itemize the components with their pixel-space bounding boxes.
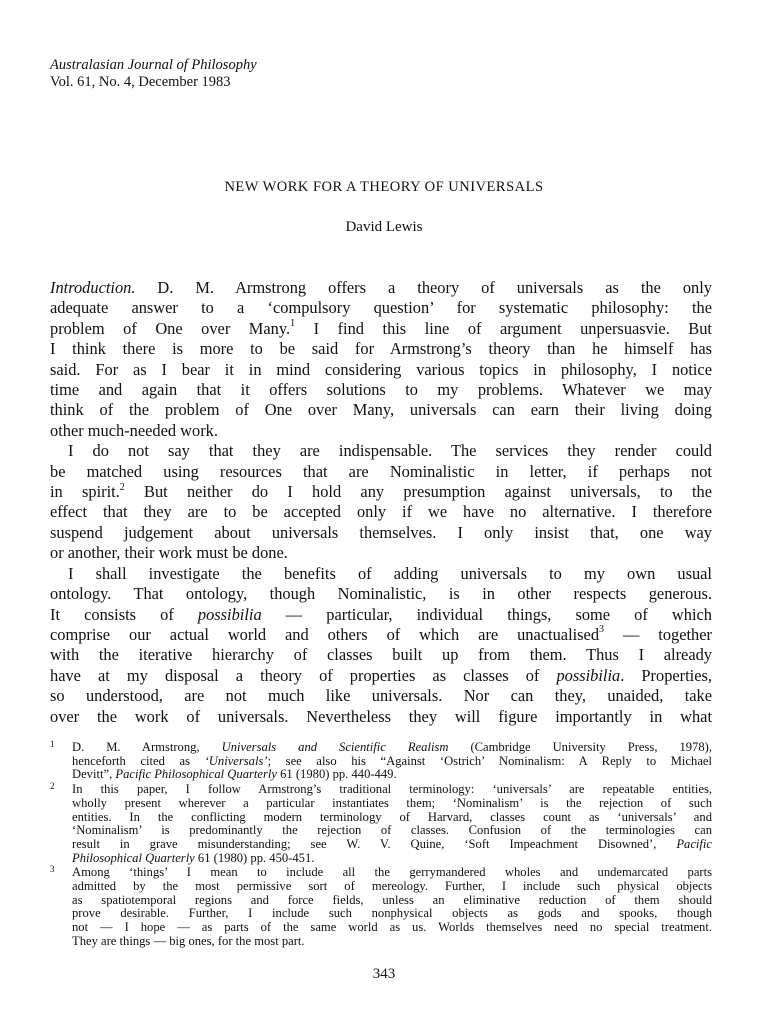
footnote-ref-1[interactable]: 1: [290, 318, 296, 330]
volume-line: Vol. 61, No. 4, December 1983: [50, 74, 231, 90]
article-body: [50, 278, 712, 727]
body-line: have at my disposal a theory of properties as classes of possibilia. Properties,: [50, 665, 712, 685]
footnote-line: admitted by the most permissive sort of mereology. Further, I include such physical objects: [72, 879, 712, 894]
body-line: Introduction. D. M. Armstrong offers a theory of universals as the only: [50, 278, 712, 297]
body-line: effect that they are to be accepted only if we have no alternative. I therefore: [50, 502, 712, 522]
footnote-ref-2[interactable]: 2: [119, 481, 125, 493]
footnote-line: Devitt”, Pacific Philosophical Quarterly 61 (1980) pp. 440-449.: [72, 767, 397, 782]
journal-name: Australasian Journal of Philosophy: [50, 57, 257, 73]
article-author: David Lewis: [345, 219, 423, 235]
body-line: ontology. That ontology, though Nominalistic, is in other respects generous.: [50, 584, 712, 604]
body-line: think of the problem of One over Many, universals can earn their living doing: [50, 400, 712, 420]
body-line: other much-needed work.: [50, 420, 218, 440]
footnote-line: entities. In the conflicting modern terminology of Harvard, classes count as ‘universals’ and: [72, 809, 712, 824]
footnote-line: D. M. Armstrong, Universals and Scientific Realism (Cambridge University Press, 1978),: [72, 740, 712, 754]
footnote-line: ‘Nominalism’ is predominantly the rejection of classes. Confusion of the terminologies can: [72, 823, 712, 838]
body-line: suspend judgement about universals themselves. I only insist that, one way: [50, 522, 712, 542]
footnote-line: henceforth cited as ‘Universals’; see also his “Against ‘Ostrich’ Nominalism: A Reply to Michael: [72, 753, 713, 768]
section-label: Introduction.: [50, 278, 136, 297]
footnote-line: as spatiotemporal regions and force fields, unless an eliminative reduction of them should: [72, 892, 712, 907]
body-line: so understood, are not much like universals. Nor can they, unaided, take: [50, 686, 712, 706]
footnotes: [50, 741, 712, 950]
body-line: time and again that it offers solutions to my problems. Whatever we may: [50, 380, 712, 400]
body-line: with the iterative hierarchy of classes built up from them. Thus I already: [50, 645, 712, 665]
footnote-1: [50, 741, 712, 782]
body-line: or another, their work must be done.: [50, 543, 288, 563]
footnote-line: wholly present wherever a particular instantiates them; ‘Nominalism’ is the rejection of such: [72, 795, 712, 810]
footnote-line: result in grave misunderstanding; see W. V. Quine, ‘Soft Impeachment Disowned’, Pacific: [72, 836, 712, 851]
footnote-line: Philosophical Quarterly 61 (1980) pp. 450-451.: [72, 850, 315, 865]
body-line: It consists of possibilia — particular, individual things, some of which: [50, 604, 712, 624]
body-line: I shall investigate the benefits of adding universals to my own usual: [68, 563, 712, 583]
footnote-line: They are things — big ones, for the most part.: [72, 933, 305, 948]
paragraph-2: [50, 441, 712, 563]
footnote-line: not — I hope — as parts of the same world as us. Worlds themselves need no special treatment.: [72, 920, 712, 935]
body-line: said. For as I bear it in mind considering various topics in philosophy, I notice: [50, 359, 712, 379]
body-line: in spirit.$^2$ But neither do I hold any presumption against universals, to the: [50, 481, 713, 502]
paragraph-introduction: [50, 278, 712, 441]
page-number: 343: [372, 966, 396, 982]
footnote-line: prove desirable. Further, I include such nonphysical objects as gods and spooks, though: [72, 906, 712, 921]
body-line: adequate answer to a ‘compulsory question’ for systematic philosophy: the: [50, 298, 712, 318]
footnote-number: 3: [50, 864, 55, 875]
journal-header: [50, 57, 257, 91]
body-line: be matched using resources that are Nominalistic in letter, if perhaps not: [50, 461, 712, 481]
article-title: NEW WORK FOR A THEORY OF UNIVERSALS: [224, 179, 544, 195]
footnote-ref-3[interactable]: 3: [599, 624, 605, 636]
paragraph-3: [50, 564, 712, 727]
body-line: I think there is more to be said for Armstrong’s theory than he himself has: [50, 339, 712, 359]
footnote-3: [50, 866, 712, 948]
body-line: comprise our actual world and others of which are unactualised$^3$ — together: [50, 624, 712, 644]
footnote-2: [50, 783, 712, 865]
footnote-number: 1: [50, 739, 55, 749]
body-line: over the work of universals. Nevertheless they will figure importantly in what: [50, 706, 712, 726]
footnote-line: Among ‘things’ I mean to include all the gerrymandered wholes and undemarcated parts: [72, 865, 712, 880]
footnote-number: 2: [50, 781, 55, 792]
body-line: problem of One over Many.$^1$ I find this line of argument unpersuasvie. But: [50, 318, 712, 338]
footnote-line: In this paper, I follow Armstrong’s traditional terminology: ‘universals’ are repeatable entities,: [72, 782, 712, 797]
body-line: I do not say that they are indispensable. The services they render could: [68, 441, 712, 461]
